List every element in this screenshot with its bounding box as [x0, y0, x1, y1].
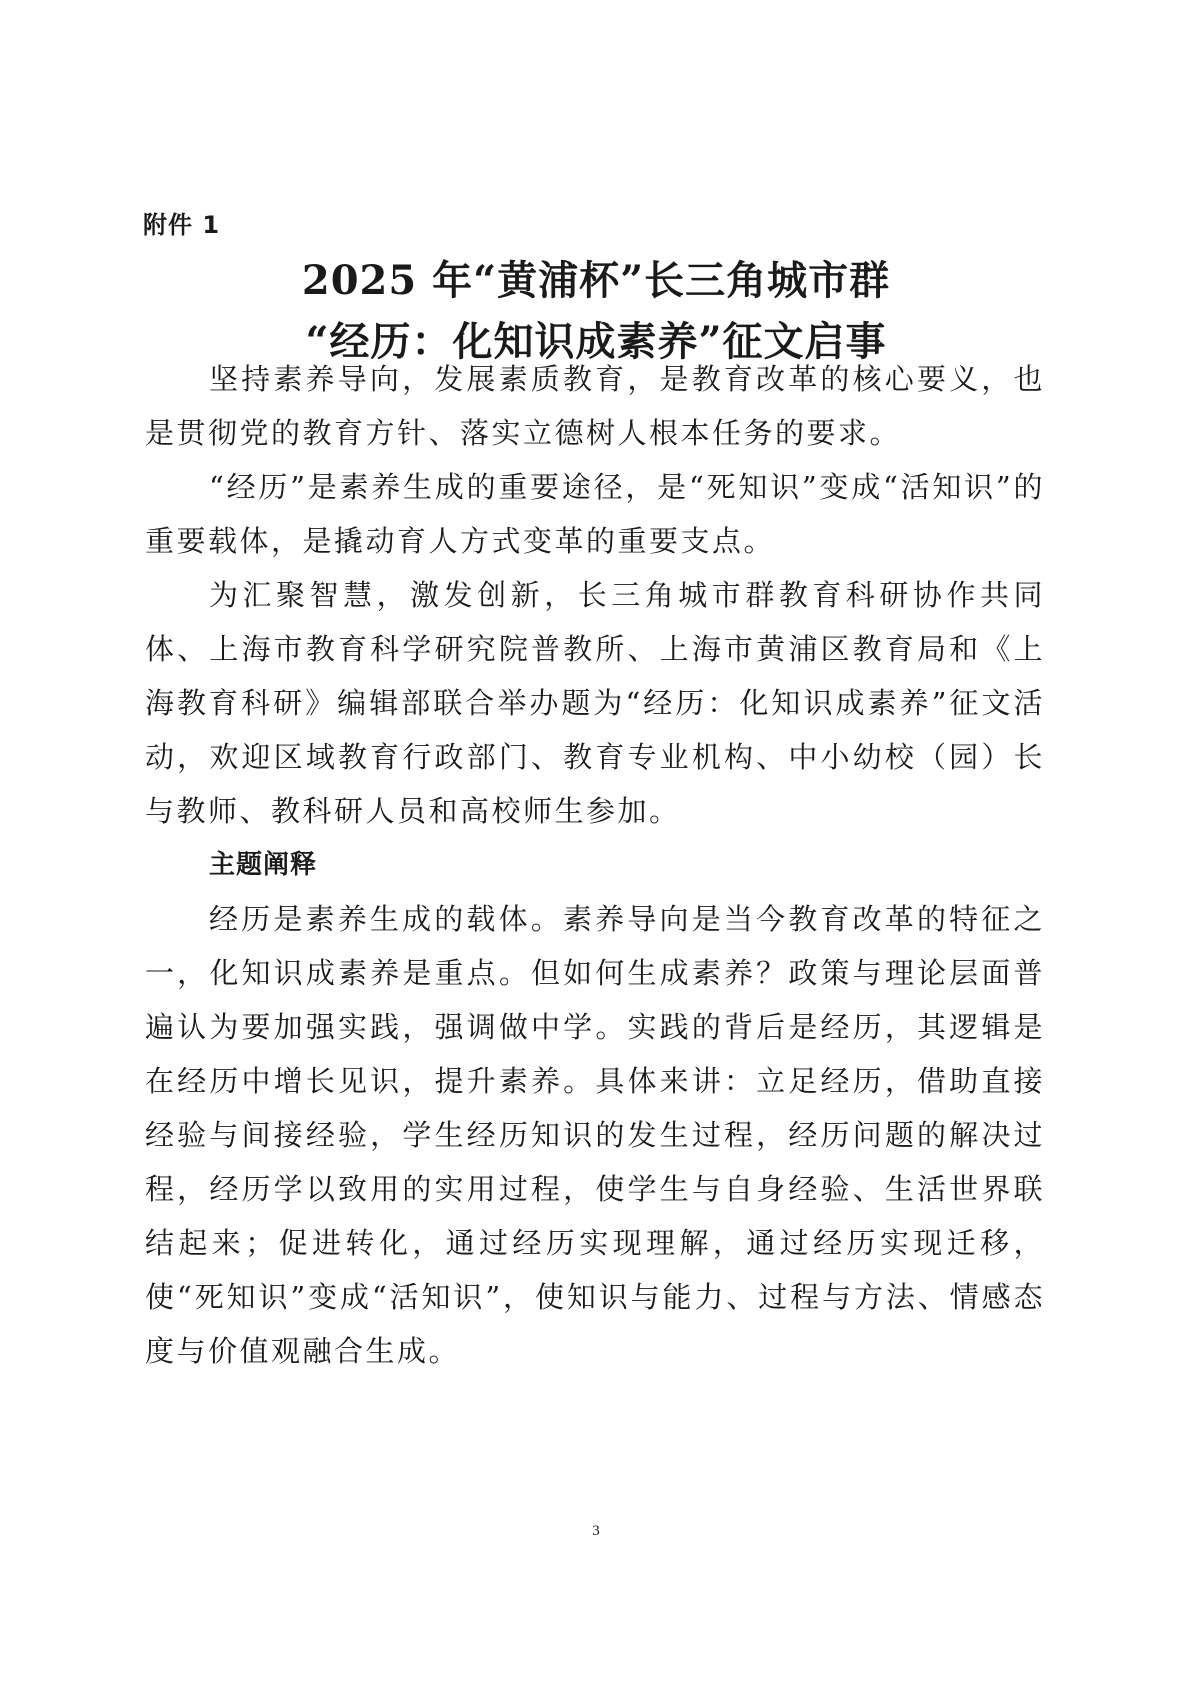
section-heading: 主题阐释 [209, 850, 318, 880]
section-paragraph: 经历是素养生成的载体。素养导向是当今教育改革的特征之一，化知识成素养是重点。但如何生成素养？政策与理论层面普遍认为要加强实践，强调做中学。实践的背后是经历，其逻辑是在经历中增长见识，提升素养。具体来讲：立足经历，借助直接经验与间接经验，学生经历知识的发生过程，经历问题的解决过程，经历学以致用的实用过程，使学生与自身经验、生活世界联结起来；促进转化，通过经历实现理解，通过经历实现迁移，使“死知识”变成“活知识”，使知识与能力、过程与方法、情感态度与价值观融合生成。 [145, 902, 1045, 1368]
title-line-2: “经历：化知识成素养”征文启事 [305, 318, 887, 365]
intro-paragraph-3: 为汇聚智慧，激发创新，长三角城市群教育科研协作共同体、上海市教育科学研究院普教所、上海市黄浦区教育局和《上海教育科研》编辑部联合举办题为“经历：化知识成素养”征文活动，欢迎区域教育行政部门、教育专业机构、中小幼校（园）长与教师、教科研人员和高校师生参加。 [145, 578, 1045, 828]
attachment-label: 附件 1 [143, 211, 221, 239]
intro-paragraph-2: “经历”是素养生成的重要途径，是“死知识”变成“活知识”的重要载体，是撬动育人方式变革的重要支点。 [145, 470, 1045, 558]
title-line-1: 2025 年“黄浦杯”长三角城市群 [301, 257, 891, 304]
intro-paragraph-1: 坚持素养导向，发展素质教育，是教育改革的核心要义，也是贯彻党的教育方针、落实立德树人根本任务的要求。 [145, 362, 1045, 450]
document-body [145, 352, 1045, 1378]
page-number: 3 [592, 1523, 600, 1539]
